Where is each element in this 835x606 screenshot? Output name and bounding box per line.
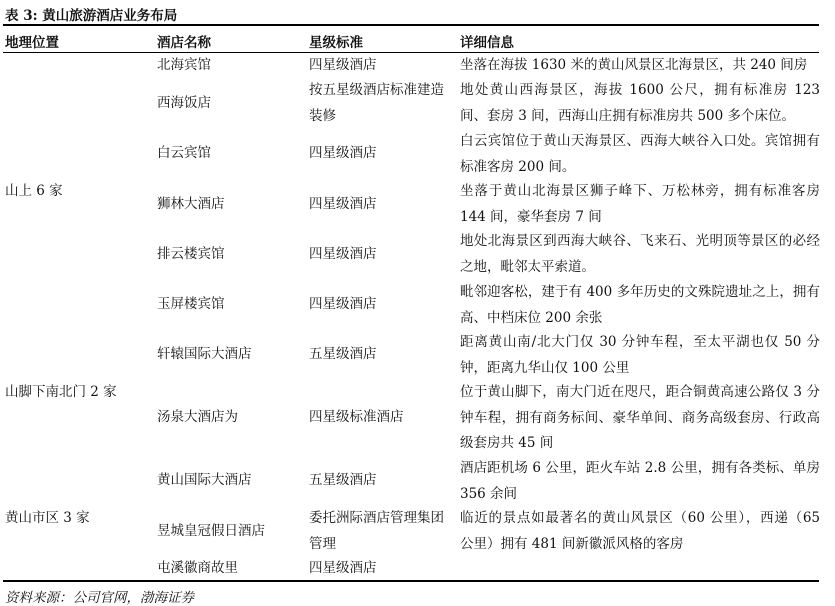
hotel-star: 五星级酒店 (309, 346, 377, 362)
hotel-desc: 毗邻迎客松，建于有 400 多年历史的文殊院遗址之上，拥有高、中档床位 200 余张 (460, 284, 820, 326)
hotel-star: 按五星级酒店标准建造装修 (309, 82, 444, 124)
hotel-star: 四星级酒店 (309, 560, 377, 576)
hotel-desc: 距离黄山南/北大门仅 30 分钟车程，至太平湖也仅 50 分钟，距离九华山仅 100 公里 (460, 334, 820, 376)
hotel-star: 四星级酒店 (309, 246, 377, 262)
top-rule (3, 24, 819, 26)
hotel-desc: 坐落于黄山北海景区狮子峰下、万松林旁，拥有标准客房 144 间，豪华套房 7 间 (460, 183, 820, 225)
hotel-name: 白云宾馆 (157, 145, 211, 161)
hotel-name: 黄山国际大酒店 (157, 472, 252, 488)
group-label-mountain: 山上 6 家 (5, 183, 63, 199)
hotel-desc: 酒店距机场 6 公里，距火车站 2.8 公里，拥有各类标、单房 356 余间 (460, 460, 820, 502)
hotel-star: 四星级酒店 (309, 57, 377, 73)
bottom-rule (3, 580, 819, 582)
hotel-name: 西海饭店 (157, 95, 211, 111)
hotel-star: 四星级酒店 (309, 296, 377, 312)
hotel-desc: 位于黄山脚下，南大门近在咫尺，距合铜黄高速公路仅 3 分钟车程，拥有商务标间、豪华单间、商务高级套房、行政高级套房共 45 间 (460, 384, 820, 451)
hotel-name: 狮林大酒店 (157, 196, 225, 212)
hotel-name: 轩辕国际大酒店 (157, 346, 252, 362)
hotel-name: 屯溪徽商故里 (157, 560, 238, 576)
hotel-desc: 地处北海景区到西海大峡谷、飞来石、光明顶等景区的必经之地，毗邻太平索道。 (460, 233, 820, 275)
hotel-star: 五星级酒店 (309, 472, 377, 488)
hotel-star: 四星级标准酒店 (309, 409, 404, 425)
hotel-desc: 临近的景点如最著名的黄山风景区（60 公里），西递（65 公里）拥有 481 间新徽派风格的客房 (460, 510, 820, 552)
hotel-name: 汤泉大酒店为 (157, 409, 238, 425)
header-hotel-name: 酒店名称 (157, 35, 211, 51)
source-note: 资料来源：公司官网，渤海证券 (5, 590, 194, 606)
hotel-desc: 白云宾馆位于黄山天海景区、西海大峡谷入口处。宾馆拥有标准客房 200 间。 (460, 133, 820, 175)
hotel-star: 四星级酒店 (309, 196, 377, 212)
hotel-desc: 地处黄山西海景区，海拔 1600 公尺，拥有标准房 123 间、套房 3 间，西海山庄拥有标准房共 500 多个床位。 (460, 82, 820, 124)
group-label-foot: 山脚下南北门 2 家 (5, 384, 117, 400)
hotel-desc: 坐落在海拔 1630 米的黄山风景区北海景区，共 240 间房 (460, 57, 808, 73)
hotel-star: 委托洲际酒店管理集团管理 (309, 510, 444, 552)
hotel-name: 玉屏楼宾馆 (157, 296, 225, 312)
hotel-name: 排云楼宾馆 (157, 246, 225, 262)
header-details: 详细信息 (460, 35, 514, 51)
header-location: 地理位置 (5, 35, 59, 51)
table-caption: 表 3: 黄山旅游酒店业务布局 (5, 8, 178, 24)
hotel-star: 四星级酒店 (309, 145, 377, 161)
hotel-name: 北海宾馆 (157, 57, 211, 73)
header-star-rating: 星级标准 (309, 35, 363, 51)
group-label-city: 黄山市区 3 家 (5, 510, 90, 526)
hotel-name: 昱城皇冠假日酒店 (157, 523, 265, 539)
